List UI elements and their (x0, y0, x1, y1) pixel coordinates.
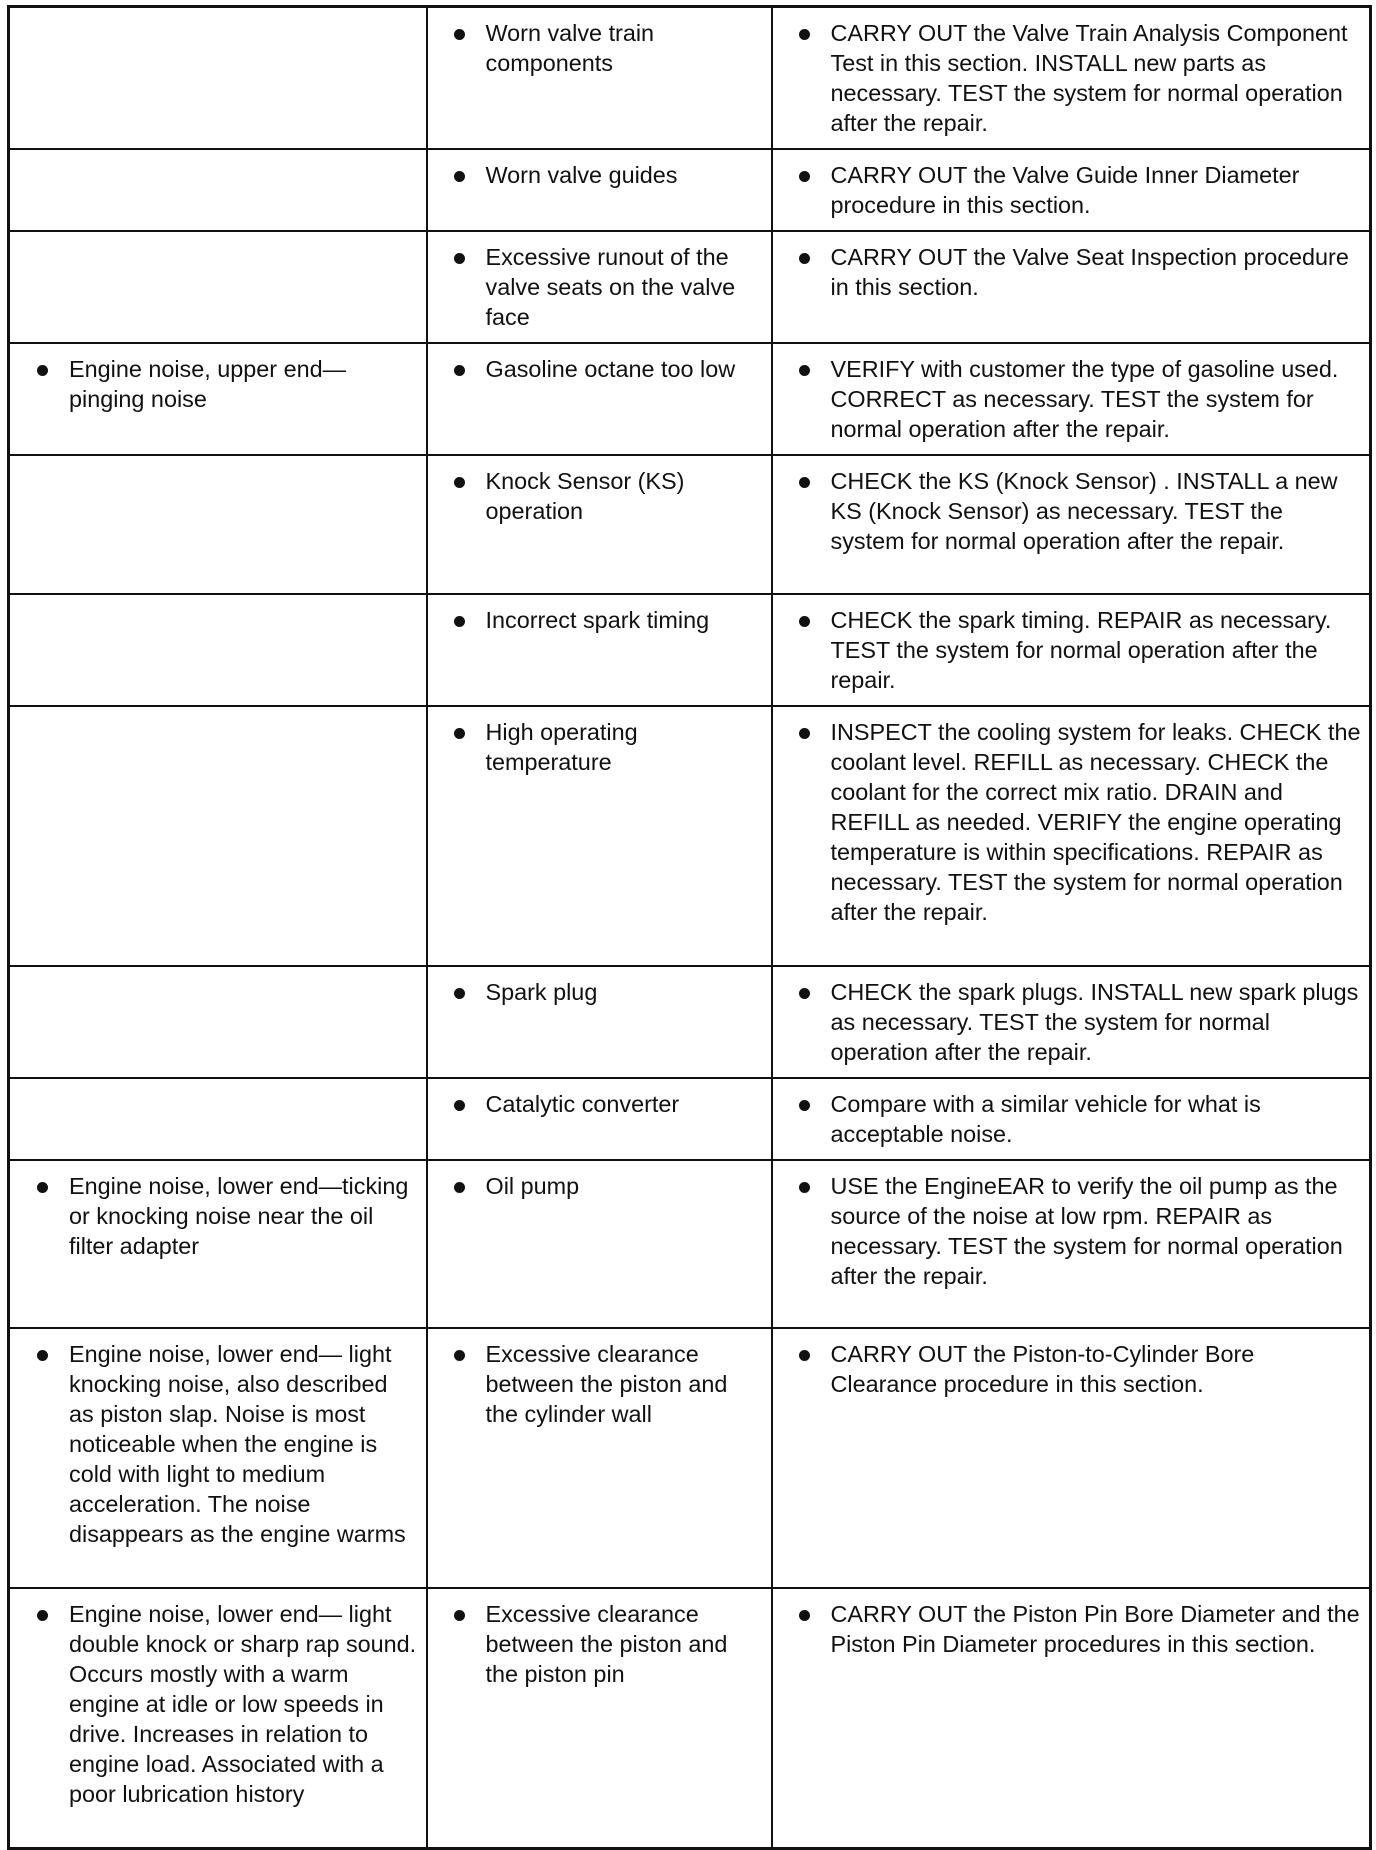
action-text: INSPECT the cooling system for leaks. CHECK the coolant level. REFILL as necessary. CHECK the coolant for the correct mix ratio. DRAIN and REFILL as needed. VERIFY the engine operating temperature is within specifications. REPAIR as necessary. TEST the system for normal operation after the repair. (830, 719, 1361, 925)
bullet-item (10, 1339, 418, 1549)
table-row (9, 455, 1371, 594)
action-cell (772, 1588, 1371, 1848)
action-cell (772, 1160, 1371, 1328)
cause-cell (427, 1078, 772, 1160)
table-row (9, 1588, 1371, 1848)
condition-text: Engine noise, lower end— light double knock or sharp rap sound. Occurs mostly with a warm engine at idle or low speeds in drive. Increases in relation to engine load. Associated with a poor lubrication history (69, 1601, 417, 1807)
bullet-icon (454, 616, 465, 627)
table-body (9, 7, 1371, 1849)
condition-text: Engine noise, upper end—pinging noise (69, 356, 346, 412)
action-text: CARRY OUT the Valve Seat Inspection procedure in this section. (830, 244, 1349, 300)
cause-cell (427, 706, 772, 966)
bullet-icon (454, 171, 465, 182)
bullet-icon (37, 1350, 48, 1361)
bullet-icon (799, 1100, 810, 1111)
bullet-item (428, 242, 763, 332)
bullet-icon (37, 1182, 48, 1193)
condition-cell (9, 1078, 427, 1160)
bullet-item (773, 354, 1362, 444)
cause-text: Worn valve guides (485, 162, 678, 188)
table-row (9, 706, 1371, 966)
bullet-item (428, 605, 763, 635)
cause-cell (427, 1328, 772, 1588)
bullet-item (773, 160, 1362, 220)
cause-cell (427, 1160, 772, 1328)
bullet-item (10, 1171, 418, 1261)
action-cell (772, 231, 1371, 343)
action-text: CHECK the spark plugs. INSTALL new spark plugs as necessary. TEST the system for normal operation after the repair. (830, 979, 1359, 1065)
cause-text: Excessive clearance between the piston and the piston pin (485, 1601, 728, 1687)
bullet-icon (454, 728, 465, 739)
action-text: CARRY OUT the Piston-to-Cylinder Bore Clearance procedure in this section. (830, 1341, 1255, 1397)
action-cell (772, 1078, 1371, 1160)
table-row (9, 1160, 1371, 1328)
bullet-icon (454, 1350, 465, 1361)
bullet-item (773, 1339, 1362, 1399)
action-text: CHECK the spark timing. REPAIR as necessary. TEST the system for normal operation after the repair. (830, 607, 1332, 693)
bullet-item (773, 18, 1362, 138)
bullet-item (428, 18, 763, 78)
bullet-icon (454, 253, 465, 264)
bullet-icon (799, 1610, 810, 1621)
bullet-item (428, 466, 763, 526)
cause-text: High operating temperature (485, 719, 638, 775)
bullet-item (428, 977, 763, 1007)
bullet-icon (799, 1182, 810, 1193)
condition-cell (9, 149, 427, 231)
action-cell (772, 455, 1371, 594)
cause-text: Incorrect spark timing (485, 607, 710, 633)
bullet-item (428, 354, 763, 384)
bullet-item (428, 717, 763, 777)
action-cell (772, 706, 1371, 966)
condition-cell (9, 594, 427, 706)
bullet-item (428, 1339, 763, 1429)
table-row (9, 149, 1371, 231)
bullet-item (10, 1599, 418, 1809)
bullet-icon (454, 988, 465, 999)
cause-cell (427, 7, 772, 150)
cause-text: Catalytic converter (485, 1091, 680, 1117)
table-row (9, 1328, 1371, 1588)
cause-text: Oil pump (485, 1173, 580, 1199)
bullet-icon (799, 171, 810, 182)
action-text: VERIFY with customer the type of gasoline used. CORRECT as necessary. TEST the system for normal operation after the repair. (830, 356, 1339, 442)
cause-text: Spark plug (485, 979, 598, 1005)
cause-cell (427, 455, 772, 594)
bullet-icon (37, 365, 48, 376)
condition-cell (9, 231, 427, 343)
condition-cell (9, 1588, 427, 1848)
action-cell (772, 343, 1371, 455)
bullet-item (773, 605, 1362, 695)
action-cell (772, 594, 1371, 706)
condition-cell (9, 343, 427, 455)
condition-cell (9, 7, 427, 150)
cause-text: Gasoline octane too low (485, 356, 736, 382)
condition-cell (9, 1160, 427, 1328)
table-row (9, 231, 1371, 343)
condition-cell (9, 706, 427, 966)
condition-cell (9, 966, 427, 1078)
bullet-icon (799, 728, 810, 739)
bullet-icon (799, 253, 810, 264)
bullet-icon (454, 477, 465, 488)
bullet-icon (799, 365, 810, 376)
bullet-item (428, 1171, 763, 1201)
bullet-item (773, 1089, 1362, 1149)
table-row (9, 343, 1371, 455)
table-row (9, 966, 1371, 1078)
bullet-item (773, 717, 1362, 927)
condition-text: Engine noise, lower end—ticking or knocking noise near the oil filter adapter (69, 1173, 409, 1259)
condition-cell (9, 455, 427, 594)
bullet-icon (799, 988, 810, 999)
action-text: CARRY OUT the Piston Pin Bore Diameter and the Piston Pin Diameter procedures in this section. (830, 1601, 1360, 1657)
bullet-item (428, 1089, 763, 1119)
action-text: CHECK the KS (Knock Sensor) . INSTALL a new KS (Knock Sensor) as necessary. TEST the system for normal operation after the repair. (830, 468, 1338, 554)
bullet-item (773, 1171, 1362, 1291)
action-text: USE the EngineEAR to verify the oil pump as the source of the noise at low rpm. REPAIR as necessary. TEST the system for normal operation after the repair. (830, 1173, 1343, 1289)
action-cell (772, 1328, 1371, 1588)
bullet-item (773, 977, 1362, 1067)
bullet-item (773, 466, 1362, 556)
table-row (9, 1078, 1371, 1160)
cause-cell (427, 966, 772, 1078)
action-cell (772, 7, 1371, 150)
condition-text: Engine noise, lower end— light knocking noise, also described as piston slap. Noise is most noticeable when the engine is cold with light to medium acceleration. The noise disappears as the engine warms (69, 1341, 406, 1547)
table-row (9, 7, 1371, 150)
cause-text: Worn valve train components (485, 20, 655, 76)
bullet-icon (454, 1610, 465, 1621)
action-cell (772, 149, 1371, 231)
bullet-icon (799, 616, 810, 627)
bullet-icon (454, 365, 465, 376)
bullet-icon (799, 29, 810, 40)
bullet-icon (454, 1182, 465, 1193)
action-cell (772, 966, 1371, 1078)
bullet-item (428, 160, 763, 190)
bullet-item (428, 1599, 763, 1689)
action-text: CARRY OUT the Valve Guide Inner Diameter procedure in this section. (830, 162, 1300, 218)
cause-cell (427, 343, 772, 455)
bullet-icon (37, 1610, 48, 1621)
cause-cell (427, 149, 772, 231)
bullet-item (773, 242, 1362, 302)
cause-text: Knock Sensor (KS) operation (485, 468, 685, 524)
cause-text: Excessive runout of the valve seats on the valve face (485, 244, 736, 330)
diagnosis-table (7, 5, 1372, 1850)
condition-cell (9, 1328, 427, 1588)
bullet-icon (454, 29, 465, 40)
bullet-icon (799, 1350, 810, 1361)
action-text: CARRY OUT the Valve Train Analysis Component Test in this section. INSTALL new parts as necessary. TEST the system for normal operation after the repair. (830, 20, 1348, 136)
bullet-item (10, 354, 418, 414)
cause-cell (427, 1588, 772, 1848)
bullet-icon (454, 1100, 465, 1111)
bullet-item (773, 1599, 1362, 1659)
bullet-icon (799, 477, 810, 488)
cause-cell (427, 231, 772, 343)
action-text: Compare with a similar vehicle for what is acceptable noise. (830, 1091, 1261, 1147)
cause-cell (427, 594, 772, 706)
cause-text: Excessive clearance between the piston and the cylinder wall (485, 1341, 728, 1427)
table-row (9, 594, 1371, 706)
